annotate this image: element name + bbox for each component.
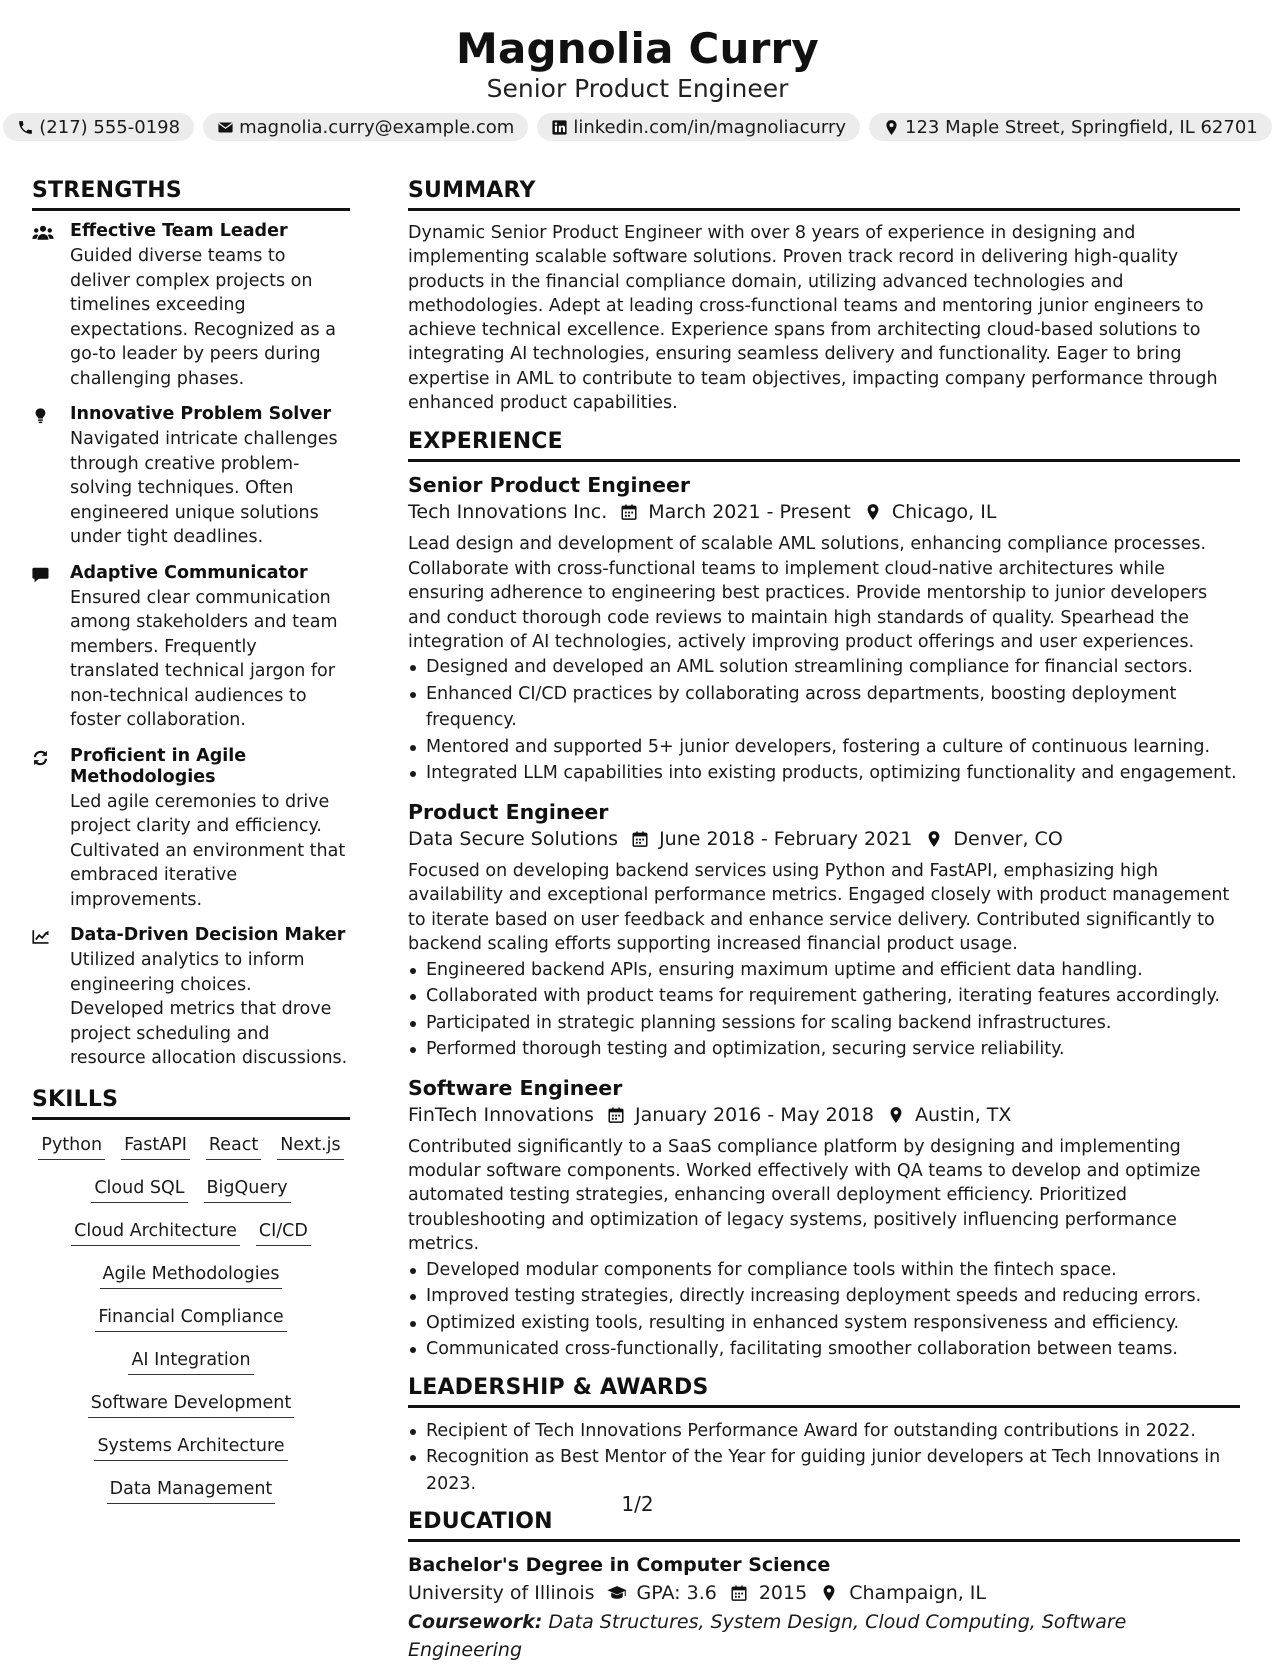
education-gpa: GPA: 3.6: [636, 1582, 717, 1605]
education-location: Champaign, IL: [849, 1582, 987, 1605]
bullet-item: Designed and developed an AML solution streamlining compliance for financial sectors.: [408, 654, 1240, 681]
contact-address-text: 123 Maple Street, Springfield, IL 62701: [905, 116, 1258, 138]
comment-icon: [32, 566, 54, 584]
skill-tag: Cloud SQL: [91, 1177, 187, 1203]
education-year: 2015: [758, 1582, 808, 1605]
calendar-icon: [631, 830, 649, 848]
job-description: Contributed significantly to a SaaS compliance platform by designing and implementing modular software components. Worked effectively with QA teams to develop and optimize automated testing strategies, enhancing overall deployment efficiency. Prioritized troubleshooting and optimization of legacy systems, positively influencing performance metrics.: [408, 1136, 1201, 1255]
bullet-item: Communicated cross-functionally, facilitating smoother collaboration between teams.: [408, 1336, 1240, 1363]
chart-line-icon: [32, 928, 54, 946]
education-meta: [408, 1578, 1240, 1608]
calendar-icon: [607, 1106, 625, 1124]
education-school: University of Illinois: [408, 1582, 595, 1605]
skill-tag: Next.js: [277, 1134, 343, 1160]
strength-title: Innovative Problem Solver: [70, 404, 332, 424]
bullet-item: Performed thorough testing and optimization, securing service reliability.: [408, 1036, 1240, 1063]
summary-heading: SUMMARY: [408, 178, 1240, 211]
sync-icon: [32, 749, 54, 767]
contact-bar: [0, 113, 1275, 141]
contact-phone-text: (217) 555-0198: [39, 116, 181, 138]
contact-linkedin[interactable]: [537, 113, 860, 141]
calendar-icon: [620, 503, 638, 521]
strength-item: [32, 221, 350, 391]
map-marker-icon: [864, 503, 882, 521]
skill-tag: Data Management: [107, 1478, 276, 1504]
job-title: Software Engineer: [408, 1075, 623, 1100]
bullet-item: Recognition as Best Mentor of the Year for guiding junior developers at Tech Innovations in 2023.: [408, 1444, 1240, 1497]
contact-email-text: magnolia.curry@example.com: [239, 116, 515, 138]
strengths-heading: STRENGTHS: [32, 178, 350, 211]
contact-phone[interactable]: [3, 113, 194, 141]
map-marker-icon: [887, 1106, 905, 1124]
strength-item: [32, 404, 350, 550]
strength-title: Proficient in Agile Methodologies: [70, 745, 247, 787]
bullet-item: Improved testing strategies, directly increasing deployment speeds and reducing errors.: [408, 1283, 1240, 1310]
job-company: Data Secure Solutions: [408, 827, 619, 850]
bullet-item: Optimized existing tools, resulting in enhanced system responsiveness and efficiency.: [408, 1310, 1240, 1337]
skill-tag: AI Integration: [128, 1349, 253, 1375]
education-heading: EDUCATION: [408, 1509, 1240, 1542]
job-meta: [408, 825, 1240, 853]
summary-text: Dynamic Senior Product Engineer with over 8 years of experience in designing and implementing scalable software solutions. Proven track record in delivering high-quality products in the financial compliance domain, utilizing advanced technologies and methodologies. Adept at leading cross-functional teams and mentoring junior engineers to achieve technical excellence. Experience spans from architecting cloud-based solutions to integrating AI technologies, ensuring seamless delivery and functionality. Eager to bring expertise in AML to contribute to team objectives, impacting company performance through enhanced product capabilities.: [408, 223, 1218, 414]
bullet-item: Enhanced CI/CD practices by collaborating across departments, boosting deployment frequency.: [408, 681, 1240, 734]
skill-tag: Software Development: [88, 1392, 295, 1418]
skill-tag: Cloud Architecture: [71, 1220, 240, 1246]
envelope-icon: [217, 119, 234, 136]
strength-item: [32, 563, 350, 733]
education-degree: Bachelor's Degree in Computer Science: [408, 1554, 831, 1577]
education-coursework: [408, 1608, 1240, 1664]
job-meta: [408, 498, 1240, 526]
job-entry: [408, 1075, 1240, 1363]
phone-icon: [17, 119, 34, 136]
job-dates: January 2016 - May 2018: [634, 1103, 874, 1126]
map-marker-icon: [819, 1584, 839, 1602]
job-entry: [408, 799, 1240, 1063]
skills-heading: SKILLS: [32, 1087, 350, 1120]
coursework-text: Data Structures, System Design, Cloud Computing, Software Engineering: [408, 1611, 1127, 1662]
bullet-item: Recipient of Tech Innovations Performance Award for outstanding contributions in 2022.: [408, 1418, 1240, 1445]
contact-address[interactable]: [869, 113, 1272, 141]
skill-tag: Python: [38, 1134, 105, 1160]
strength-description: Led agile ceremonies to drive project clarity and efficiency. Cultivated an environment that embraced iterative improvements.: [70, 791, 346, 910]
skill-tag: React: [206, 1134, 261, 1160]
strength-item: [32, 925, 350, 1071]
calendar-icon: [729, 1584, 749, 1602]
job-location: Austin, TX: [915, 1103, 1012, 1126]
job-description: Lead design and development of scalable AML solutions, enhancing compliance processes. Collaborate with cross-functional teams to implement cloud-native architectures while ensuring adherence to engineering best practices. Provide mentorship to junior developers and conduct thorough code reviews to maintain high standards of quality. Spearhead the integration of AI technologies, actively improving product offerings and user experiences.: [408, 534, 1208, 652]
job-dates: March 2021 - Present: [648, 501, 851, 524]
bullet-item: Participated in strategic planning sessions for scaling backend infrastructures.: [408, 1010, 1240, 1037]
bullet-item: Mentored and supported 5+ junior developers, fostering a culture of continuous learning.: [408, 734, 1240, 761]
strength-description: Navigated intricate challenges through creative problem-solving techniques. Often engineered unique solutions under tight deadlines.: [70, 429, 338, 547]
left-column: [32, 178, 350, 1521]
page-number: 1/2: [621, 1492, 654, 1516]
job-entry: [408, 472, 1240, 787]
graduation-cap-icon: [607, 1584, 627, 1602]
skill-tag: BigQuery: [204, 1177, 291, 1203]
map-marker-icon: [925, 830, 943, 848]
job-bullets: [408, 957, 1240, 1063]
job-company: Tech Innovations Inc.: [408, 501, 608, 524]
job-location: Chicago, IL: [891, 501, 997, 524]
skill-tag: FastAPI: [121, 1134, 190, 1160]
leadership-heading: LEADERSHIP & AWARDS: [408, 1375, 1240, 1408]
coursework-label: Coursework:: [408, 1611, 543, 1634]
linkedin-icon: [551, 119, 568, 136]
bullet-item: Engineered backend APIs, ensuring maximum uptime and efficient data handling.: [408, 957, 1240, 984]
strength-description: Ensured clear communication among stakeholders and team members. Frequently translated technical jargon for non-technical audiences to foster collaboration.: [70, 587, 338, 730]
skills-list: [32, 1130, 350, 1504]
strength-description: Guided diverse teams to deliver complex projects on timelines exceeding expectations. Recognized as a go-to leader by peers during challenging phases.: [70, 246, 336, 389]
contact-linkedin-text: linkedin.com/in/magnoliacurry: [573, 116, 847, 138]
job-bullets: [408, 654, 1240, 787]
candidate-title: Senior Product Engineer: [486, 74, 789, 103]
job-title: Senior Product Engineer: [408, 473, 691, 498]
job-dates: June 2018 - February 2021: [659, 827, 913, 850]
leadership-bullets: [408, 1418, 1240, 1498]
job-company: FinTech Innovations: [408, 1103, 594, 1126]
strength-item: [32, 746, 350, 913]
strength-title: Adaptive Communicator: [70, 562, 308, 583]
lightbulb-icon: [32, 407, 54, 425]
strength-description: Utilized analytics to inform engineering choices. Developed metrics that drove project scheduling and resource allocation discussions.: [70, 950, 348, 1068]
map-marker-icon: [883, 119, 900, 136]
strength-title: Effective Team Leader: [70, 221, 288, 241]
contact-email[interactable]: [203, 113, 528, 141]
skill-tag: Financial Compliance: [95, 1306, 286, 1332]
candidate-name: Magnolia Curry: [455, 24, 820, 73]
job-title: Product Engineer: [408, 799, 609, 824]
experience-heading: EXPERIENCE: [408, 429, 1240, 462]
job-description: Focused on developing backend services using Python and FastAPI, emphasizing high availability and exceptional performance metrics. Engaged closely with product management to iterate based on user feedback and enhance service delivery. Contributed significantly to backend scaling efforts supporting increased financial product usage.: [408, 860, 1230, 955]
users-icon: [32, 224, 54, 242]
bullet-item: Integrated LLM capabilities into existing products, optimizing functionality and engagement.: [408, 760, 1240, 787]
strength-title: Data-Driven Decision Maker: [70, 925, 346, 945]
skill-tag: Systems Architecture: [94, 1435, 287, 1461]
job-bullets: [408, 1257, 1240, 1363]
bullet-item: Collaborated with product teams for requirement gathering, iterating features accordingly.: [408, 983, 1240, 1010]
skill-tag: CI/CD: [256, 1220, 311, 1246]
job-meta: [408, 1101, 1240, 1129]
skill-tag: Agile Methodologies: [100, 1263, 283, 1289]
right-column: [408, 178, 1240, 1664]
bullet-item: Developed modular components for compliance tools within the fintech space.: [408, 1257, 1240, 1284]
job-location: Denver, CO: [953, 827, 1063, 850]
